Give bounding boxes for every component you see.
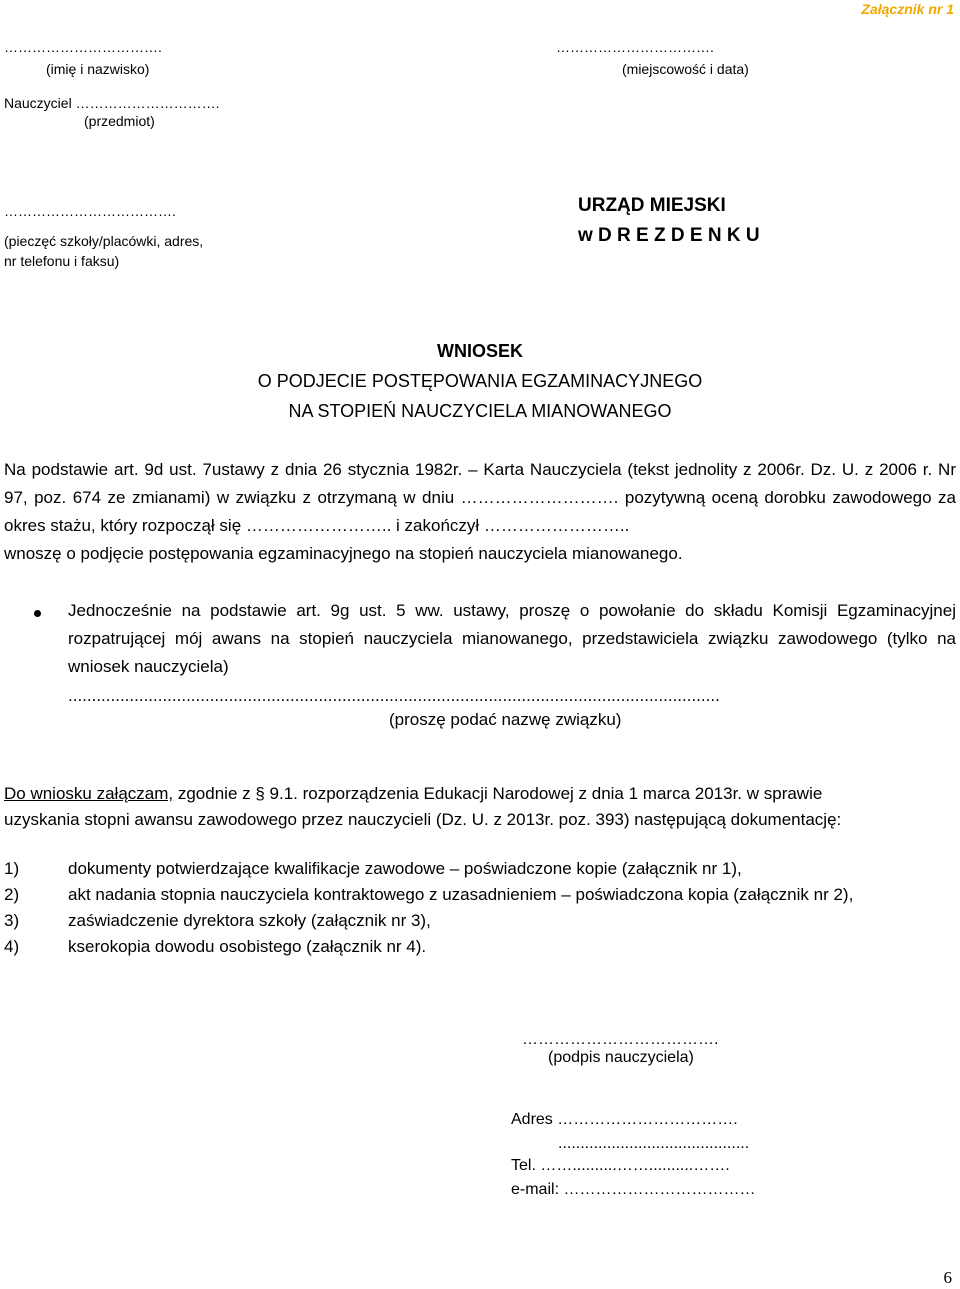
attachments-list <box>4 856 956 960</box>
subject-label: (przedmiot) <box>84 113 155 129</box>
document-title <box>0 336 960 426</box>
signature-dots: ………………………………. <box>522 1031 719 1048</box>
contact-address-line1: Adres ……………………………. <box>511 1111 738 1128</box>
basis-paragraph-last-line: wnoszę o podjęcie postępowania egzaminacyjnego na stopień nauczyciela mianowanego. <box>4 544 683 563</box>
list-item-text: dokumenty potwierdzające kwalifikacje zawodowe – poświadczone kopie (załącznik nr 1), <box>68 859 742 878</box>
place-dots: ……………………………. <box>556 39 714 55</box>
contact-address-line2: ........................................... <box>558 1135 750 1152</box>
contact-phone: Tel. ……..........……..........……. <box>511 1157 730 1174</box>
stamp-dots: ………………………………. <box>4 203 176 219</box>
title-line1: WNIOSEK <box>436 341 523 361</box>
list-item <box>4 934 956 960</box>
list-item <box>4 882 956 908</box>
union-request-paragraph: Jednocześnie na podstawie art. 9g ust. 5 ww. ustawy, proszę o powołanie do składu Komisji Egzaminacyjnej rozpatrującej mój awans na stopień nauczyciela mianowanego, przedstawiciela związku zawodowego (tylko na wniosek nauczyciela) <box>68 601 956 676</box>
place-label: (miejscowość i data) <box>622 61 749 77</box>
attachments-intro-line2: uzyskania stopni awansu zawodowego przez nauczycieli (Dz. U. z 2013r. poz. 393) następującą dokumentację: <box>4 810 842 829</box>
list-item-number: 1) <box>4 859 20 878</box>
attachments-intro <box>4 780 822 808</box>
union-name-dots: .......................................................................................................................................... <box>68 686 720 705</box>
union-name-label: (proszę podać nazwę związku) <box>389 710 622 729</box>
annex-label: Załącznik nr 1 <box>861 1 954 17</box>
list-item-text: akt nadania stopnia nauczyciela kontraktowego z uzasadnieniem – poświadczona kopia (załącznik nr 2), <box>68 885 854 904</box>
office-name: URZĄD MIEJSKI <box>578 195 726 216</box>
signature-label: (podpis nauczyciela) <box>548 1049 694 1066</box>
list-item-number: 4) <box>4 937 20 956</box>
teacher-line: Nauczyciel …………………………. <box>4 95 220 111</box>
list-item-text: kserokopia dowodu osobistego (załącznik nr 4). <box>68 937 427 956</box>
attachments-intro-underlined: Do wniosku załączam, <box>4 784 174 803</box>
page-number: 6 <box>943 1268 952 1287</box>
list-item-number: 2) <box>4 885 20 904</box>
title-line2: O PODJECIE POSTĘPOWANIA EGZAMINACYJNEGO <box>257 371 703 391</box>
stamp-label-line1: (pieczęć szkoły/placówki, adres, <box>4 233 204 249</box>
name-dots: ……………………………. <box>4 39 162 55</box>
list-item-text: zaświadczenie dyrektora szkoły (załącznik nr 3), <box>68 911 431 930</box>
contact-email: e-mail: ……………………………… <box>511 1181 756 1198</box>
attachments-intro-rest: zgodnie z § 9.1. rozporządzenia Edukacji Narodowej z dnia 1 marca 2013r. w sprawie <box>173 784 823 803</box>
list-item-number: 3) <box>4 911 20 930</box>
office-city: w D R E Z D E N K U <box>578 225 760 246</box>
name-label: (imię i nazwisko) <box>46 61 150 77</box>
bullet-dot-icon <box>34 610 41 617</box>
list-item <box>4 856 956 882</box>
list-item <box>4 908 956 934</box>
stamp-label-line2: nr telefonu i faksu) <box>4 253 120 269</box>
title-line3: NA STOPIEŃ NAUCZYCIELA MIANOWANEGO <box>288 401 672 421</box>
basis-paragraph: Na podstawie art. 9d ust. 7ustawy z dnia 26 stycznia 1982r. – Karta Nauczyciela (tekst jednolity z 2006r. Dz. U. z 2006 r. Nr 97, poz. 674 ze zmianami) w związku z otrzymaną w dniu ………………………. pozytywną oceną dorobku zawodowego za okres stażu, który rozpoczął się …………………….. i zakończył …………………….. <box>4 460 956 535</box>
